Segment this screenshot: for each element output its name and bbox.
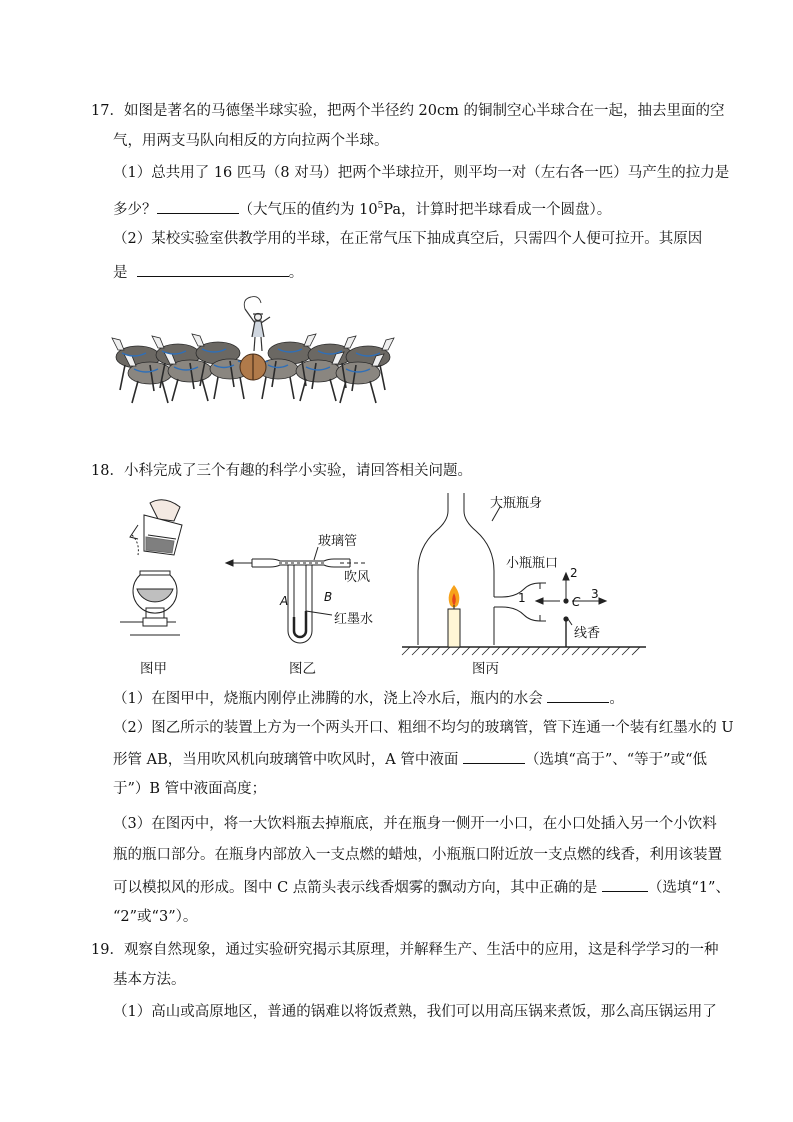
- q18-part3-line1: （3）在图丙中，将一大饮料瓶去掉瓶底，并在瓶身一侧开一小口，在小口处插入另一个小饮料: [113, 816, 717, 832]
- figure-bing-wind-model: [400, 485, 650, 660]
- big-bottle-label: 大瓶瓶身: [490, 496, 543, 511]
- left-horse-team: [112, 334, 250, 403]
- figure-jia-label: 图甲: [140, 661, 167, 677]
- q17-stem-line1: 17．如图是著名的马德堡半球实验，把两个半径约 20cm 的铜制空心半球合在一起，抽去里面的空: [91, 103, 725, 119]
- q19-stem-line2: 基本方法。: [113, 972, 186, 988]
- q18-part2-line3: 于”）B 管中液面高度；: [113, 781, 267, 797]
- q17-part1-line2: [113, 196, 611, 220]
- q18-part1-text: （1）在图甲中，烧瓶内刚停止沸腾的水，浇上冷水后，瓶内的水会: [113, 691, 543, 707]
- small-mouth-label: 小瓶瓶口: [506, 556, 559, 571]
- q18-stem: 18．小科完成了三个有趣的科学小实验，请回答相关问题。: [91, 463, 472, 479]
- q17-answer-blank-1[interactable]: [157, 198, 239, 214]
- q19-part1-line1: （1）高山或高原地区，普通的锅难以将饭煮熟，我们可以用高压锅来煮饭，那么高压锅运用了: [113, 1004, 717, 1020]
- q19-stem-line1: 19．观察自然现象，通过实验研究揭示其原理，并解释生产、生活中的应用，这是科学学习的一种: [91, 942, 719, 958]
- glass-tube-label: 玻璃管: [318, 534, 358, 549]
- q18-answer-blank-1[interactable]: [547, 687, 609, 703]
- right-horse-team: [256, 334, 394, 403]
- q17-part1-note-end: Pa，计算时把半球看成一个圆盘）。: [383, 201, 612, 218]
- tube-a-label: A: [280, 594, 289, 608]
- q17-part2-end: 。: [288, 265, 304, 281]
- q18-part2-options: （选填“高于”、“等于”或“低: [524, 752, 708, 768]
- red-ink-label: 红墨水: [334, 612, 374, 627]
- q17-part2-prefix: 是: [113, 265, 128, 281]
- candle-flame: [449, 585, 460, 609]
- q17-answer-blank-2[interactable]: [137, 261, 289, 277]
- incense-label: 线香: [574, 626, 601, 641]
- q18-part2-line2: [113, 748, 707, 770]
- q18-part1-end: 。: [609, 691, 624, 707]
- incense-tip-dot: [563, 616, 568, 621]
- q17-part1-prefix: 多少？: [113, 201, 157, 218]
- copper-hemispheres: [240, 354, 266, 380]
- q18-part3-line3: [113, 876, 730, 898]
- q18-part2-line1: （2）图乙所示的装置上方为一个两头开口、粗细不均匀的玻璃管，管下连通一个装有红墨水的 U: [113, 720, 734, 736]
- q17-part2-line1: （2）某校实验室供教学用的半球，在正常气压下抽成真空后，只需四个人便可拉开。其原因: [113, 231, 703, 247]
- q17-part1-note: （大气压的值约为 10: [238, 201, 378, 218]
- q17-part2-line2: [113, 261, 303, 283]
- point-c-label: C: [572, 595, 581, 609]
- q18-answer-blank-2[interactable]: [463, 748, 525, 764]
- q18-part1: [113, 687, 624, 709]
- figure-yi-venturi-tube: [222, 525, 382, 665]
- figure-jia-flask: [110, 495, 190, 645]
- q18-part3-line2: 瓶的瓶口部分。在瓶身内部放入一支点燃的蜡烛，小瓶瓶口附近放一支点燃的线香，利用该装置: [113, 847, 722, 863]
- q17-exponent: 5: [377, 201, 384, 211]
- q18-part3-line4: “2”或“3”）。: [113, 909, 198, 925]
- wind-label: 吹风: [343, 570, 370, 585]
- man-with-whip: [244, 297, 270, 351]
- direction-3-label: 3: [591, 587, 599, 601]
- figure-bing-label: 图丙: [472, 661, 499, 677]
- direction-1-label: 1: [518, 591, 526, 605]
- candle: [448, 609, 460, 647]
- q18-answer-blank-3[interactable]: [602, 876, 648, 892]
- magdeburg-hemispheres-figure: [110, 295, 395, 410]
- point-c-dot: [563, 598, 568, 603]
- q18-part2-text: 形管 AB，当用吹风机向玻璃管中吹风时，A 管中液面: [113, 752, 459, 768]
- q17-part1-line1: （1）总共用了 16 匹马（8 对马）把两个半球拉开，则平均一对（左右各一匹）马产生的拉力是: [113, 165, 730, 181]
- q18-part3-text: 可以模拟风的形成。图中 C 点箭头表示线香烟雾的飘动方向，其中正确的是: [113, 880, 598, 896]
- q18-part3-options: （选填“1”、: [647, 880, 730, 896]
- figure-yi-label: 图乙: [289, 661, 316, 677]
- tube-b-label: B: [324, 590, 333, 604]
- direction-2-label: 2: [570, 566, 578, 580]
- q17-stem-line2: 气，用两支马队向相反的方向拉两个半球。: [113, 133, 389, 149]
